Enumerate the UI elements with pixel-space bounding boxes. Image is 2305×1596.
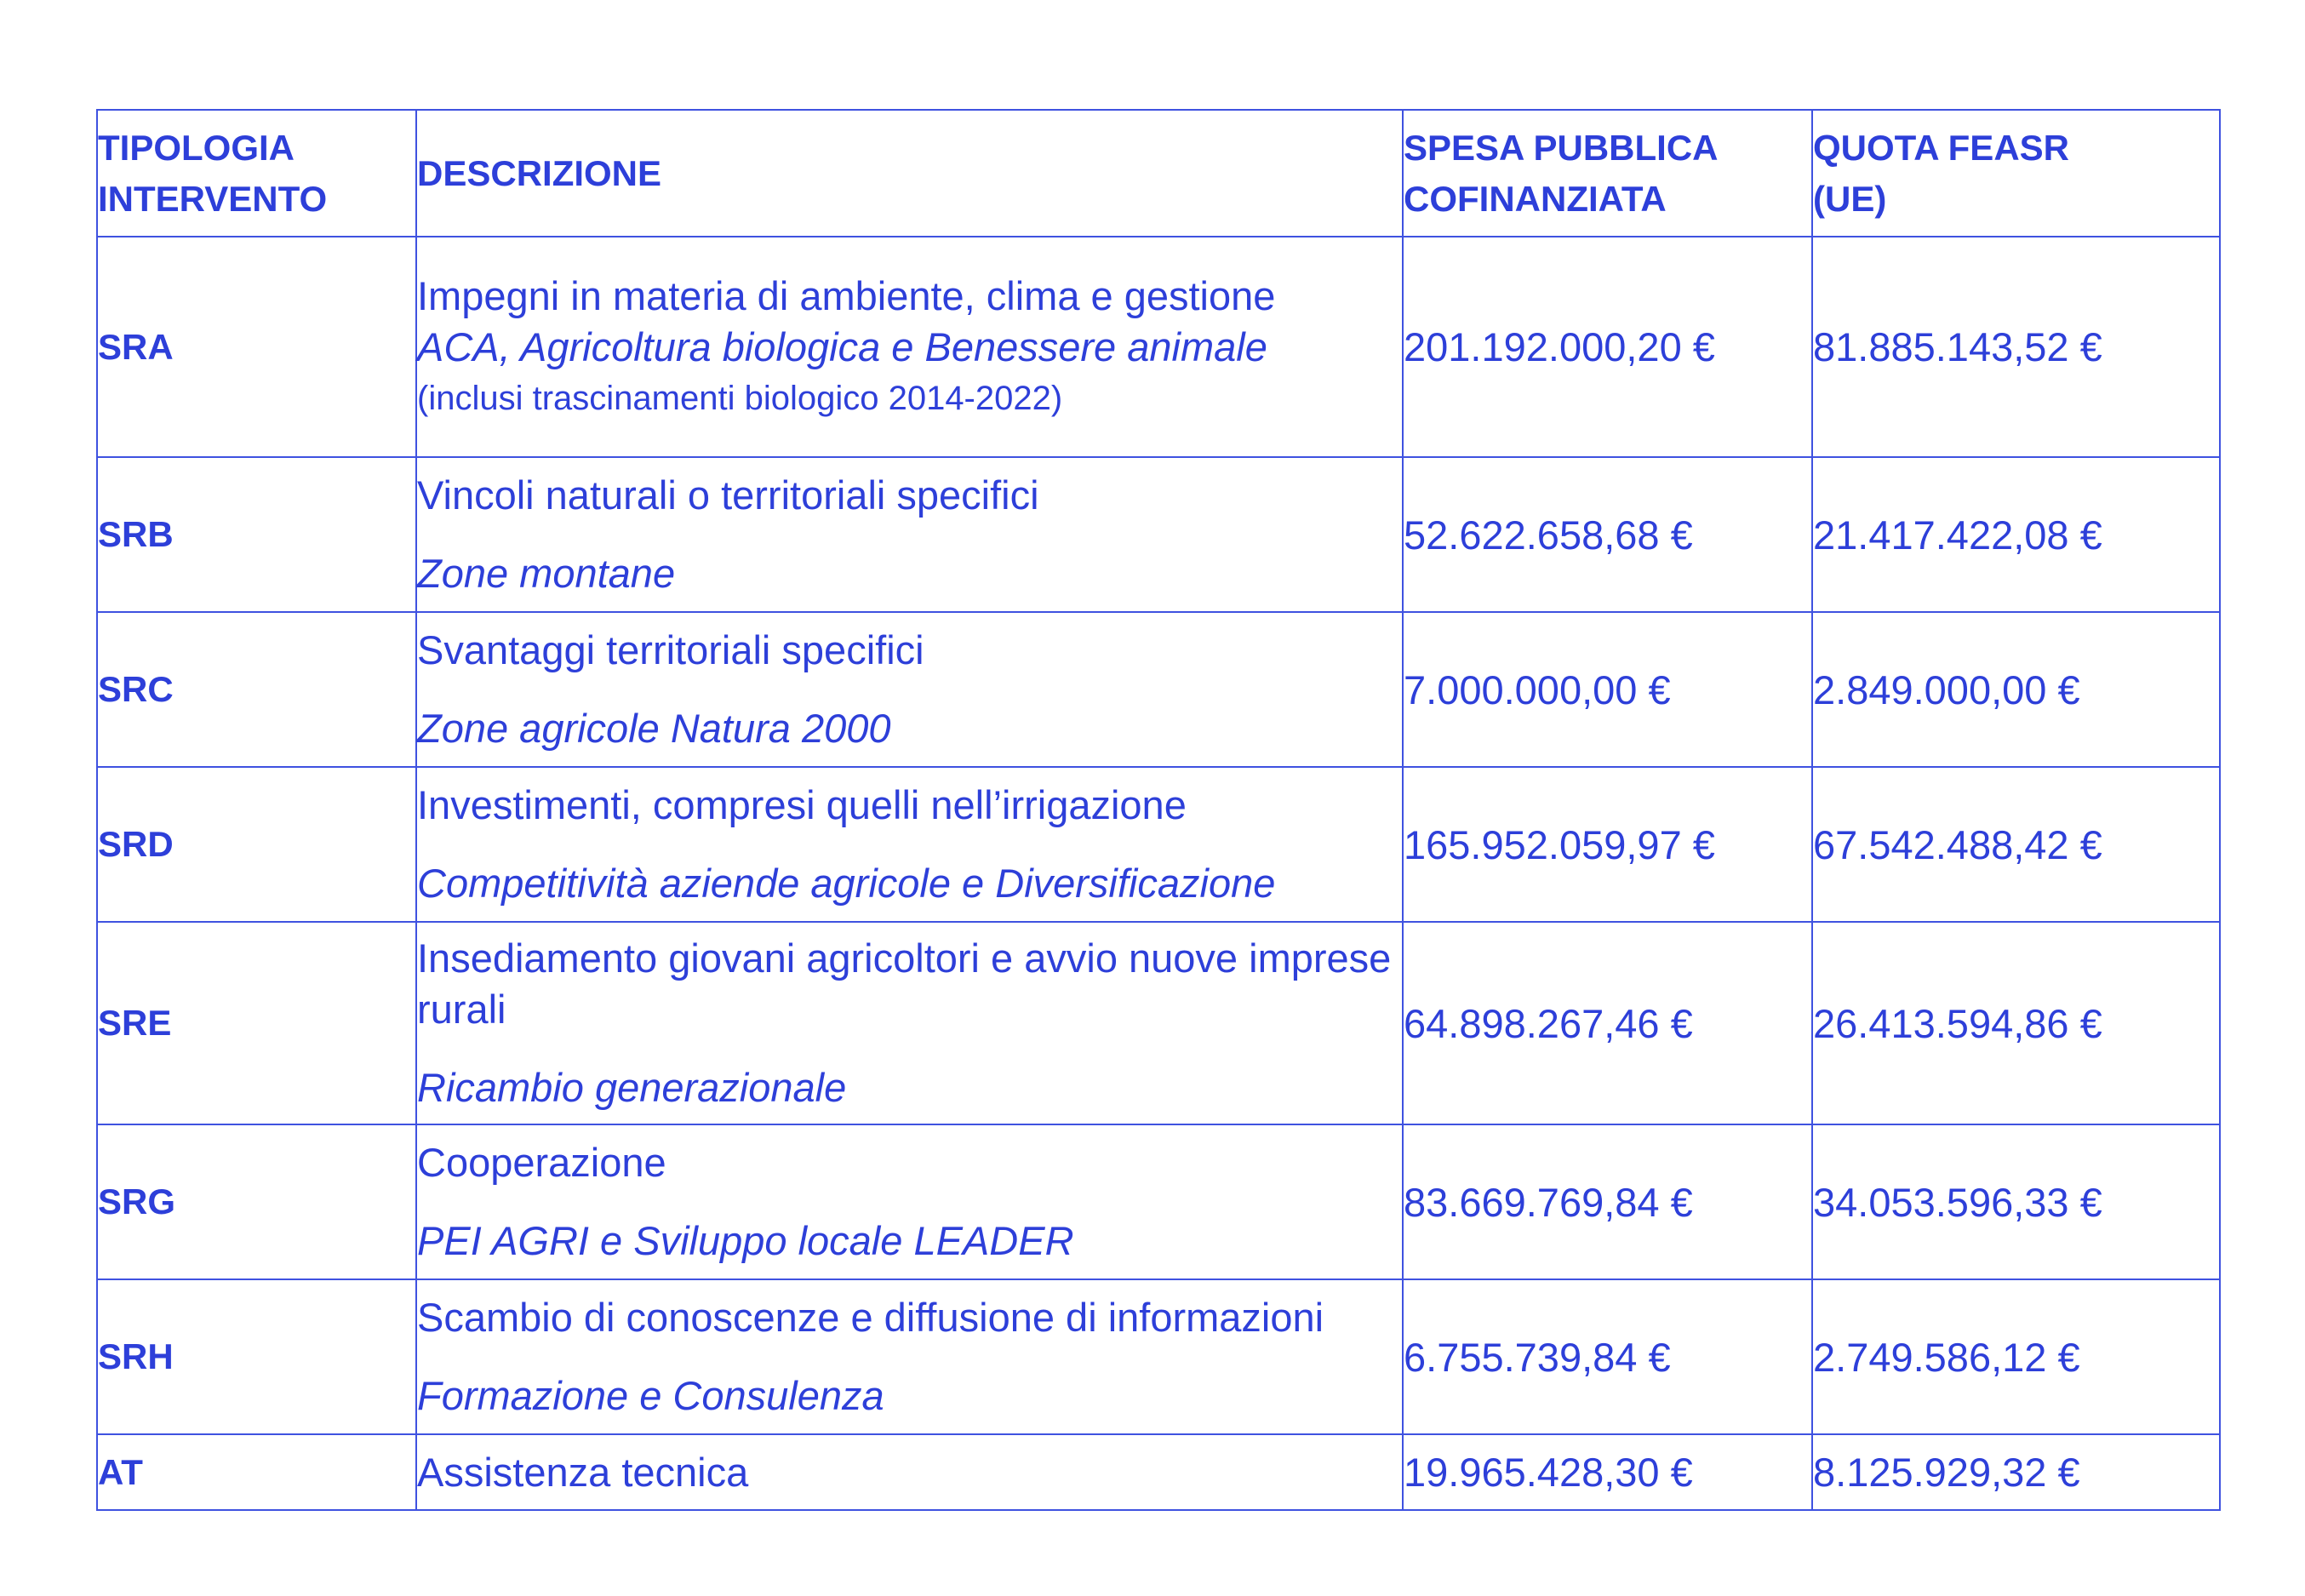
table-row	[97, 922, 2220, 1124]
description-sub: Formazione e Consulenza	[417, 1373, 884, 1418]
row-quota: 81.885.143,52 €	[1812, 237, 2220, 457]
row-description	[416, 767, 1403, 922]
description-main: Impegni in materia di ambiente, clima e gestione	[417, 272, 1276, 318]
table-row	[97, 237, 2220, 457]
row-description	[416, 612, 1403, 767]
header-tipologia	[97, 110, 416, 237]
row-spesa: 19.965.428,30 €	[1403, 1434, 1812, 1510]
table-row	[97, 1434, 2220, 1510]
row-spesa: 6.755.739,84 €	[1403, 1279, 1812, 1434]
description-note: (inclusi trascinamenti biologico 2014-2022)	[417, 379, 1063, 417]
row-quota: 2.849.000,00 €	[1812, 612, 2220, 767]
table-row	[97, 612, 2220, 767]
row-description	[416, 1124, 1403, 1279]
description-main: Svantaggi territoriali specifici	[417, 627, 924, 672]
row-code: SRD	[97, 767, 416, 922]
description-main: Cooperazione	[417, 1140, 666, 1185]
row-code: AT	[97, 1434, 416, 1510]
row-code: SRH	[97, 1279, 416, 1434]
description-main: Scambio di conoscenze e diffusione di informazioni	[417, 1295, 1324, 1340]
description-main: Assistenza tecnica	[417, 1449, 749, 1495]
row-spesa: 165.952.059,97 €	[1403, 767, 1812, 922]
header-descrizione	[416, 110, 1403, 237]
row-quota: 8.125.929,32 €	[1812, 1434, 2220, 1510]
row-code: SRE	[97, 922, 416, 1124]
header-spesa-line1: SPESA PUBBLICA	[1404, 127, 1719, 168]
header-tipologia-line2: INTERVENTO	[98, 178, 328, 219]
row-spesa: 64.898.267,46 €	[1403, 922, 1812, 1124]
table-row	[97, 457, 2220, 612]
header-spesa-line2: COFINANZIATA	[1404, 178, 1667, 219]
budget-table	[96, 109, 2221, 1511]
row-quota: 26.413.594,86 €	[1812, 922, 2220, 1124]
row-quota: 2.749.586,12 €	[1812, 1279, 2220, 1434]
description-main: Insediamento giovani agricoltori e avvio nuove imprese rurali	[417, 935, 1392, 1032]
row-code: SRA	[97, 237, 416, 457]
table-row	[97, 767, 2220, 922]
row-description	[416, 457, 1403, 612]
description-sub: Zone montane	[417, 551, 676, 596]
table-body	[97, 237, 2220, 1510]
table-row	[97, 1124, 2220, 1279]
table-row	[97, 1279, 2220, 1434]
row-quota: 67.542.488,42 €	[1812, 767, 2220, 922]
header-quota-line2: (UE)	[1813, 178, 1887, 219]
row-description	[416, 922, 1403, 1124]
description-sub: PEI AGRI e Sviluppo locale LEADER	[417, 1218, 1074, 1263]
table-header	[97, 110, 2220, 237]
header-tipologia-line1: TIPOLOGIA	[98, 127, 295, 168]
row-spesa: 201.192.000,20 €	[1403, 237, 1812, 457]
description-main: Vincoli naturali o territoriali specifici	[417, 472, 1039, 518]
header-row	[97, 110, 2220, 237]
row-description	[416, 1279, 1403, 1434]
header-quota	[1812, 110, 2220, 237]
row-quota: 34.053.596,33 €	[1812, 1124, 2220, 1279]
row-description	[416, 1434, 1403, 1510]
description-sub: Ricambio generazionale	[417, 1065, 847, 1110]
row-description	[416, 237, 1403, 457]
description-main: Investimenti, compresi quelli nell’irrigazione	[417, 782, 1187, 827]
row-quota: 21.417.422,08 €	[1812, 457, 2220, 612]
row-spesa: 52.622.658,68 €	[1403, 457, 1812, 612]
row-spesa: 83.669.769,84 €	[1403, 1124, 1812, 1279]
row-code: SRG	[97, 1124, 416, 1279]
description-sub: Zone agricole Natura 2000	[417, 706, 891, 751]
description-sub: ACA, Agricoltura biologica e Benessere animale	[417, 323, 1267, 369]
header-descrizione-label: DESCRIZIONE	[417, 152, 662, 193]
row-spesa: 7.000.000,00 €	[1403, 612, 1812, 767]
header-spesa	[1403, 110, 1812, 237]
header-quota-line1: QUOTA FEASR	[1813, 127, 2069, 168]
row-code: SRC	[97, 612, 416, 767]
row-code: SRB	[97, 457, 416, 612]
description-sub: Competitività aziende agricole e Diversificazione	[417, 861, 1276, 906]
